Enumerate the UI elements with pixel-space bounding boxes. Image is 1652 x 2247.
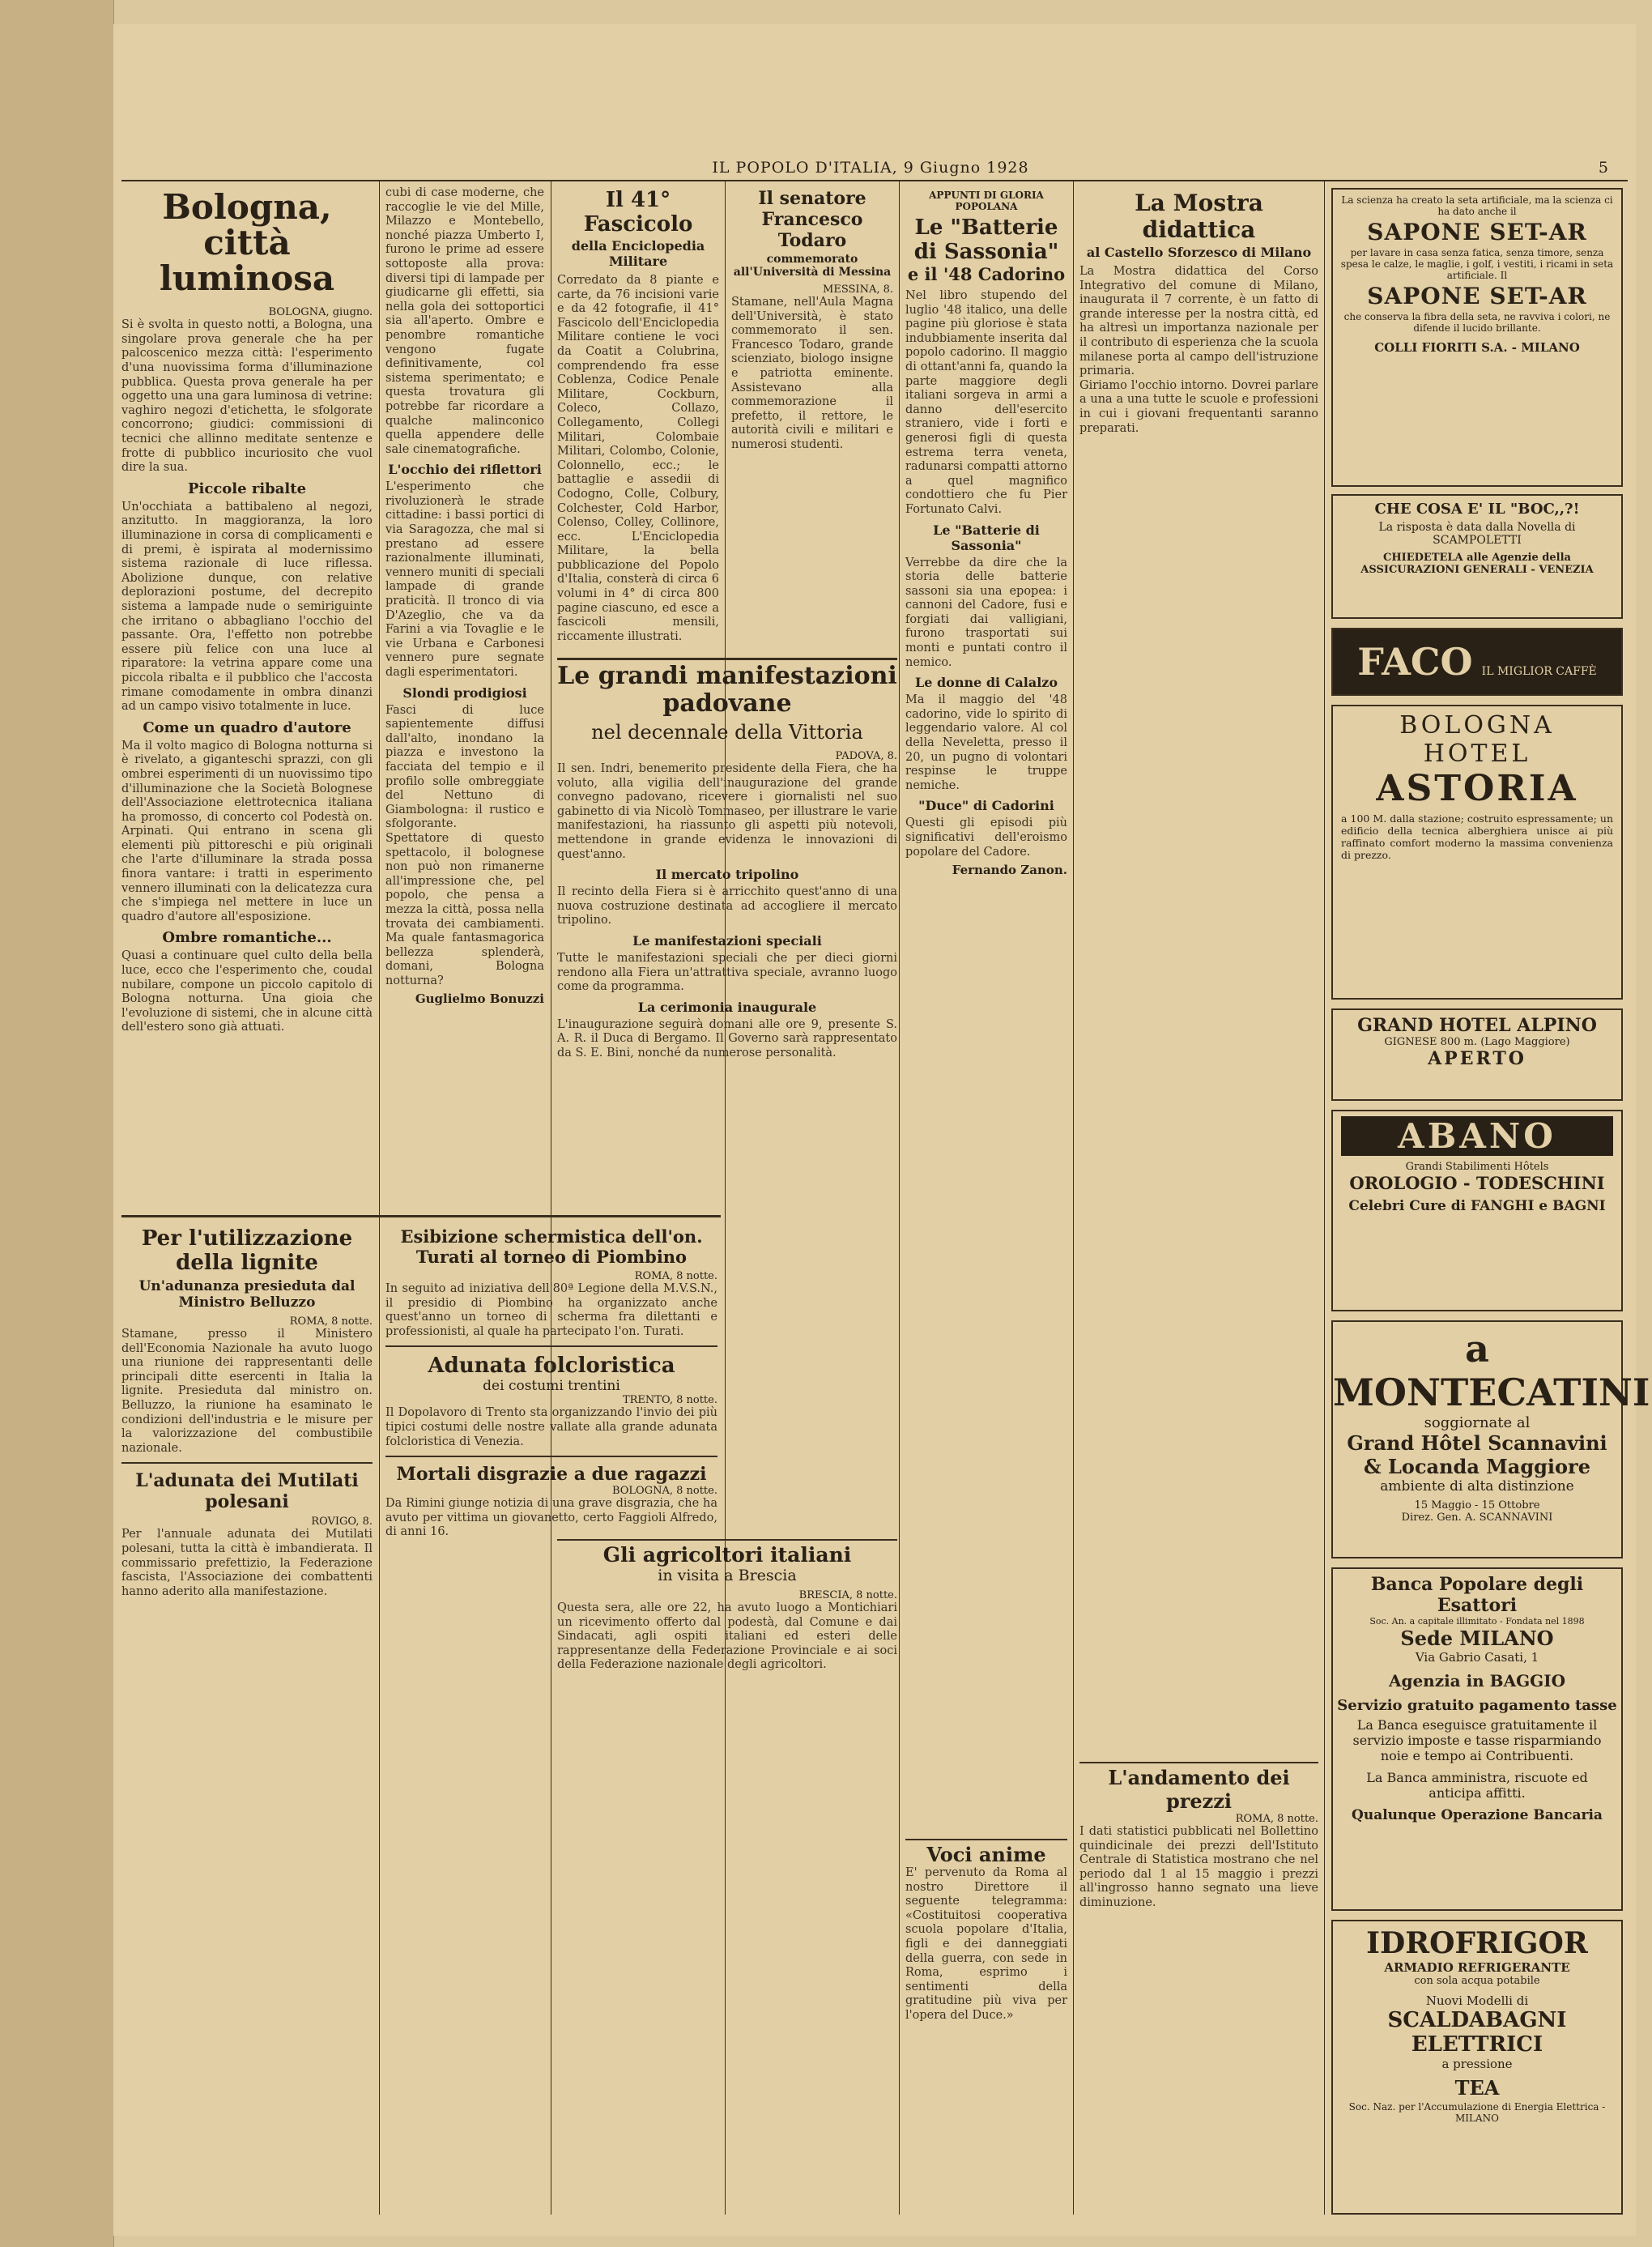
dateline: ROVIGO, 8. — [311, 1516, 373, 1529]
ad-brand: SCALDABAGNI ELETTRICI — [1387, 2008, 1567, 2057]
author-signature: Guglielmo Bonuzzi — [415, 991, 544, 1007]
ad-text: Grandi Stabilimenti Hôtels — [1405, 1161, 1549, 1173]
subheadline: al Castello Sforzesco di Milano — [1086, 245, 1312, 260]
ad-text: a pressione — [1441, 2057, 1513, 2071]
ad-sapone-setar — [1331, 188, 1623, 487]
ad-text: HOTEL — [1423, 740, 1531, 768]
section-rule — [557, 1539, 897, 1541]
dateline: BOLOGNA, giugno. — [268, 306, 373, 319]
section-rule — [121, 1215, 721, 1217]
subheadline: nel decennale della Vittoria — [591, 721, 863, 744]
article-text: cubi di case moderne, che raccoglie le vie del Mille, Milazzo e Montebello, nonché piazza Umberto I, furono le prime ad essere sottoposte alla prova: diversi tipi di lampade per giudicarne gli effetti, sia nella gola dei sottoportici sia all'aperto. Ombre e penombre romantiche vengono fugate definitivamente, col sistema sperimentato; e questa trovatura gli potrebbe far ricordare a qualche malinconico quella appendere delle sale cinematografiche. — [385, 186, 544, 456]
ad-text: La scienza ha creato la seta artificiale, ma la scienza ci ha dato anche il — [1341, 194, 1613, 217]
headline-agricoltori: Gli agricoltori italiani — [602, 1543, 852, 1567]
ad-brand: SAPONE SET-AR — [1367, 283, 1587, 309]
article-text: Un'occhiata a battibaleno al negozi, anzitutto. In maggioranza, la loro illuminazione in corsa di complicamenti e di premi, è ispirata al modernissimo sistema razionale di luce riflessa. Abolizione dunque, con relative deplorazioni postume, del decrepito sistema a lampade nude o semiriguinte che irritano o abbagliano l'occhio del passante. Ora, l'effetto non potrebbe essere più felice con una luce al riparatore: la vetrina appare come una piccola ribalta e il pubblico che l'accosta rimane comodamente in ombra dinanzi ad un campo visivo totalmente in luce. — [121, 500, 373, 714]
ad-text: per lavare in casa senza fatica, senza timore, senza spesa le calze, le maglie, i golf, i vestiti, i ricami in seta artificiale. Il — [1340, 247, 1614, 281]
ad-brand: ABANO — [1341, 1116, 1613, 1156]
ad-brand — [1333, 1327, 1650, 1414]
ad-text: APERTO — [1428, 1048, 1526, 1069]
ad-text: Nuovi Modelli di — [1425, 1993, 1529, 2008]
article-text: Per l'annuale adunata dei Mutilati polesani, tutta la città è imbandierata. Il commissario prefettizio, la Federazione fascista, l'Associazione dei combattenti hanno aderito alla manifestazione. — [121, 1528, 373, 1598]
article-text: L'esperimento che rivoluzionerà le strade cittadine: i bassi portici di via Saragozza, che mal si prestano ad essere razionalmente illuminati, vennero muniti di speciali lampade di grande praticità. Il tronco di via D'Azeglio, che va da Farini a via Tovaglie e le vie Urbana e Carbonesi vennero pure segnate dagli esperimentatori. — [385, 480, 544, 679]
ad-text: Sede MILANO — [1400, 1627, 1554, 1650]
dateline: BRESCIA, 8 notte. — [798, 1589, 897, 1601]
ad-astoria — [1331, 705, 1623, 1000]
ad-text: Via Gabrio Casati, 1 — [1415, 1650, 1539, 1665]
subheadline: e il '48 Cadorino — [907, 264, 1066, 284]
article-voci — [905, 1843, 1067, 2211]
article-text: Si è svolta in questo notti, a Bologna, una singolare prova generale che ha per palcoscenico mezza città: l'esperimento d'una nuovissima forma d'illuminazione pubblica. Questa prova generale ha per oggetto una una gara luminosa di vetrine: vaghiro negozi d'etichetta, le sfolgorate concorrono; giudici: commissioni di tecnici che allinno meditate sentenze e frotte di pubblico incuriosito che vuol dire la sua. — [121, 318, 373, 475]
subheadline: in visita a Brescia — [658, 1567, 797, 1584]
article-text: I dati statistici pubblicati nel Bollettino quindicinale dei prezzi dell'Istituto Centrale di Statistica mostrano che nel periodo dal 1 al 15 maggio i prezzi all'ingrosso hanno segnato una lieve diminuzione. — [1079, 1825, 1318, 1909]
article-text: Quasi a continuare quel culto della bella luce, ecco che l'esperimento che, coudal nubilare, compone un piccolo capitolo di Bologna notturna. Una gioia che l'evoluzione di sistemi, che in alcune città dell'estero sono già attuati. — [121, 949, 373, 1034]
ad-alpino — [1331, 1008, 1623, 1101]
article-text: Verrebbe da dire che la storia delle batterie sassoni sia una epopea: i cannoni del Cadore, fusi e forgiati dai valligiani, furono trasportati sui monti e puntati contro il nemico. — [905, 556, 1067, 669]
article-text: Ma il volto magico di Bologna notturna si è rivelato, a giganteschi sprazzi, con gli ombrei esperimenti di un nuovissimo tipo d'illuminazione che la Società Bolognese dell'Associazione elettrotecnica italiana ha promosso, di concerto col Podestà on. Arpinati. Qui entrano in scena gli elementi più pittoreschi e più originali che l'arte d'illuminare la strada possa finora vantare: i tratti in esperimento vennero illuminati con la delicatezza cura che s'impiega nel mettere in luce un quadro d'autore all'esposizione. — [121, 739, 373, 923]
dateline: MESSINA, 8. — [823, 284, 893, 296]
ad-idrofrigor — [1331, 1920, 1623, 2215]
ad-city: BOLOGNA — [1399, 711, 1555, 740]
subheadline: della Enciclopedia Militare — [571, 238, 705, 269]
masthead-rule — [121, 180, 1628, 181]
ad-hotel: & Locanda Maggiore — [1364, 1455, 1590, 1478]
subheading: Le manifestazioni speciali — [632, 932, 822, 949]
subheading: "Duce" di Cadorini — [918, 798, 1054, 814]
article-text: Questi gli episodi più significativi dell'eroismo popolare del Cadore. — [905, 817, 1067, 859]
subheading: L'occhio dei riflettori — [388, 462, 542, 478]
subheading: Le "Batterie di Sassonia" — [933, 522, 1040, 553]
ad-text: a 100 M. dalla stazione; costruito espressamente; un edificio della tecnica alberghiera unisce ai più raffinato comfort moderno la massima convenienza di prezzo. — [1341, 812, 1613, 861]
article-text: Stamane, nell'Aula Magna dell'Università, è stato commemorato il sen. Francesco Todaro, grande scienziato, biologo insigne e patriotta eminente. Assistevano alla commemorazione il prefetto, il rettore, le autorità civili e militari e numerosi studenti. — [731, 296, 893, 451]
ad-text: La Banca eseguisce gratuitamente il servizio imposte e tasse risparmiando noie e tempo ai Contribuenti. — [1352, 1717, 1602, 1763]
headline-batterie: Le "Batterie di Sassonia" — [913, 215, 1059, 264]
subheadline: Un'adunanza presieduta dal Ministro Belluzzo — [138, 1278, 356, 1311]
article-text: Il sen. Indri, benemerito presidente della Fiera, che ha voluto, alla vigilia dell'inaugurazione del grande convegno padovano, ricevere i giornalisti nel suo gabinetto di via Nicolò Tommaseo, per illustrare le varie manifestazioni, ha riassunto gli aspetti più notevoli, mettendone in grande evidenza le innovazioni di quest'anno. — [557, 762, 897, 861]
ad-brand: TEA — [1454, 2076, 1500, 2100]
ad-footer: COLLI FIORITI S.A. - MILANO — [1374, 340, 1580, 355]
ad-brand: OROLOGIO - TODESCHINI — [1349, 1173, 1605, 1193]
article-text: Il Dopolavoro di Trento sta organizzando l'invio dei più tipici costumi delle nostre vallate alla grande adunata folcloristica di Venezia. — [385, 1406, 717, 1448]
article-text: La Mostra didattica del Corso Integrativo del comune di Milano, inaugurata il 7 corrente, è un fatto di grande interesse per la nostra città, ed ha altresì un importanza nazionale per il contributo di esperienza che la scuola milanese porta al campo dell'istruzione primaria. — [1079, 265, 1318, 378]
ad-brand: GRAND HOTEL ALPINO — [1357, 1015, 1597, 1036]
ad-faco — [1331, 628, 1623, 710]
article-enciclopedia — [557, 183, 719, 653]
ad-text: Celebri Cure di FANGHI e BAGNI — [1348, 1198, 1606, 1214]
divider — [385, 1345, 717, 1347]
headline-mostra: La Mostra didattica — [1135, 190, 1263, 243]
column-rule — [379, 181, 380, 2215]
ad-banca-popolare — [1331, 1567, 1623, 1911]
page-number: 5 — [1598, 159, 1608, 177]
article-text: Il recinto della Fiera si è arricchito quest'anno di una nuova costruzione destinata ad accogliere il mercato tripolino. — [557, 885, 897, 927]
column-rule — [1324, 181, 1325, 2215]
article-text: Fasci di luce sapientemente diffusi dall'alto, inondano la piazza e investono la facciata del tempio e il profilo solle ombreggiate del Nettuno di Giambologna: il rustico e sfolgorante. — [385, 703, 544, 831]
dateline: ROMA, 8 notte. — [1235, 1813, 1318, 1825]
ad-text: Qualunque Operazione Bancaria — [1352, 1807, 1603, 1823]
article-bologna-cont — [385, 186, 544, 1211]
subheading: Slondi prodigiosi — [402, 684, 527, 701]
ad-hotel: Grand Hôtel Scannavini — [1347, 1431, 1607, 1455]
subheading: Le donne di Calalzo — [914, 675, 1058, 691]
headline-folcloristica: Adunata folcloristica — [428, 1354, 675, 1379]
ad-text: CHIEDETELA alle Agenzie della ASSICURAZIONI GENERALI - VENEZIA — [1360, 552, 1594, 576]
dateline: BOLOGNA, 8 notte. — [611, 1485, 717, 1498]
ad-text: Soc. Naz. per l'Accumulazione di Energia Elettrica - MILANO — [1348, 2101, 1606, 2124]
author-signature: Fernando Zanon. — [952, 863, 1067, 878]
ad-text: Direz. Gen. A. SCANNAVINI — [1401, 1512, 1553, 1524]
ad-brand: FACO — [1357, 640, 1473, 684]
ad-text: 15 Maggio - 15 Ottobre — [1414, 1499, 1540, 1512]
ad-brand: SAPONE SET-AR — [1367, 219, 1587, 245]
kicker: APPUNTI DI GLORIA POPOLANA — [929, 190, 1044, 212]
section-rule — [1079, 1762, 1318, 1763]
headline-padova: Le grandi manifestazioni padovane — [557, 662, 897, 718]
ad-text: GIGNESE 800 m. (Lago Maggiore) — [1384, 1036, 1570, 1048]
headline-prezzi: L'andamento dei prezzi — [1108, 1766, 1290, 1813]
article-text: L'inaugurazione seguirà domani alle ore 9, presente S. A. R. il Duca di Bergamo. Il Governo sarà rappresentato da S. E. Bini, nonché da numerose personalità. — [557, 1017, 897, 1060]
article-cadore — [905, 183, 1067, 1836]
headline-lignite: Per l'utilizzazione della lignite — [141, 1226, 353, 1275]
article-agricoltori — [557, 1543, 897, 2211]
subheadline: dei costumi trentini — [483, 1378, 620, 1395]
dateline: TRENTO, 8 notte. — [622, 1394, 717, 1407]
subheading: Il mercato tripolino — [655, 867, 799, 883]
ad-abano — [1331, 1110, 1623, 1311]
ad-brand: ASTORIA — [1376, 768, 1578, 809]
ad-text: soggiornate al — [1424, 1414, 1531, 1431]
headline-mutilati: L'adunata dei Mutilati polesani — [135, 1470, 359, 1513]
subheading: Ombre romantiche... — [162, 929, 332, 947]
dateline: ROMA, 8 notte. — [634, 1270, 717, 1282]
article-bologna — [121, 183, 373, 1050]
ad-brand: IDROFRIGOR — [1366, 1926, 1588, 1960]
dateline: PADOVA, 8. — [835, 750, 897, 762]
column-rule — [1073, 181, 1074, 2215]
article-text: E' pervenuto da Roma al nostro Direttore il seguente telegramma: «Costituitosi cooperativa scuola popolare d'Italia, figli e dei danneggiati della guerra, con sede in Roma, esprimo i sentimenti della gratitudine più viva per l'opera del Duce.» — [905, 1866, 1067, 2022]
page-stack-edge — [0, 0, 114, 2247]
article-text: Spettatore di questo spettacolo, il bolognese non può non rimanerne all'impressione che, pel popolo, che pensa a mezza la città, possa nella trovata dei cambiamenti. Ma quale fantasmagorica bellezza splenderà, domani, Bologna notturna? — [385, 831, 544, 987]
article-todaro — [731, 183, 893, 653]
headline-voci: Voci anime — [926, 1843, 1046, 1866]
divider — [121, 1462, 373, 1464]
divider — [385, 1456, 717, 1457]
ad-text: La Banca amministra, riscuote ed anticipa affitti. — [1366, 1770, 1588, 1801]
subheading: Come un quadro d'autore — [143, 718, 351, 736]
article-lignite — [121, 1223, 373, 2211]
ad-text: che conserva la fibra della seta, ne ravviva i colori, ne difende il lucido brillante. — [1343, 311, 1611, 334]
ad-text: Servizio gratuito pagamento tasse — [1337, 1697, 1617, 1714]
article-padova — [557, 663, 897, 1215]
ad-text: La risposta è data dalla Novella di SCAMPOLETTI — [1378, 521, 1576, 547]
ad-text: Agenzia in BAGGIO — [1388, 1671, 1566, 1691]
article-text: Questa sera, alle ore 22, ha avuto luogo a Montichiari un ricevimento offerto dal podestà, dal Comune e dai Sindacati, agli ospiti italiani ed esteri delle rappresentanze della Federazione Provinciale e ai soci della Federazione nazionale degli agricoltori. — [557, 1601, 897, 1672]
headline-bologna: Bologna, città luminosa — [159, 187, 335, 299]
ad-boc — [1331, 494, 1623, 619]
article-text: Giriamo l'occhio intorno. Dovrei parlare a una a una tutte le scuole e professioni in cui i giovani frequentanti saranno preparati. — [1079, 378, 1318, 435]
ad-montecatini — [1331, 1320, 1650, 1558]
ad-text: Soc. An. a capitale illimitato - Fondata nel 1898 — [1369, 1616, 1585, 1627]
ad-brand: Banca Popolare degli Esattori — [1370, 1574, 1584, 1616]
subheading: La cerimonia inaugurale — [637, 999, 817, 1015]
section-rule — [557, 658, 897, 660]
headline-fascicolo: Il 41° Fascicolo — [583, 188, 693, 237]
ad-text: ambiente di alta distinzione — [1380, 1478, 1574, 1494]
article-text: Stamane, presso il Ministero dell'Economia Nazionale ha avuto luogo una riunione dei rappresentanti delle principali ditte esercenti in Italia la lignite. Presieduta dal ministro on. Belluzzo, la riunione ha esaminato le condizioni dell'industria e le misure per la valorizzazione del combustibile nazionale. — [121, 1328, 373, 1455]
article-text: Corredato da 8 piante e carte, da 76 incisioni varie e da 42 fotografie, il 41° Fascicolo dell'Enciclopedia Militare contiene le voci da Coatit a Colubrina, comprendendo fra esse Coblenza, Codice Penale Militare, Cockburn, Coleco, Collazo, Collegamento, Collegi Militari, Colombaie Militari, Colombo, Colonie, Colonnello, ecc.; le battaglie e assedii di Codogno, Colle, Colbury, Colchester, Cold Harbor, Colenso, Colley, Collinore, ecc. L'Enciclopedia Militare, la bella pubblicazione del Popolo d'Italia, consterà di circa 6 volumi in 4° di circa 800 pagine ciascuno, ed esce a fascicoli mensili, riccamente illustrati. — [557, 274, 719, 643]
masthead — [113, 159, 1628, 177]
dateline: ROMA, 8 notte. — [289, 1315, 373, 1328]
headline-todaro: Il senatore Francesco Todaro — [758, 188, 866, 251]
article-text: Nel libro stupendo del luglio '48 italico, una delle pagine più gloriose è stata indubbiamente inserita dal popolo cadorino. Il maggio di ottant'anni fa, quando la parte maggiore degli italiani sorgeva in armi a danno dell'esercito straniero, vide i forti e generosi figli di questa estrema terra veneta, radunarsi compatti attorno a quel magnifico condottiero che fu Pier Fortunato Calvi. — [905, 289, 1067, 516]
article-text: Ma il maggio del '48 cadorino, vide lo spirito di leggendario valore. Al col della Neveletta, presso il 20, un pugno di volontari respinse le truppe nemiche. — [905, 693, 1067, 792]
section-rule — [905, 1839, 1067, 1840]
ad-text: con sola acqua potabile — [1414, 1975, 1540, 1987]
headline-disgrazie: Mortali disgrazie a due ragazzi — [396, 1464, 707, 1486]
subheadline: commemorato all'Università di Messina — [733, 253, 892, 279]
ad-text: ARMADIO REFRIGERANTE — [1384, 1960, 1570, 1975]
article-text: In seguito ad iniziativa dell'80ª Legione della M.V.S.N., il presidio di Piombino ha organizzato anche quest'anno un torneo di scherma fra dilettanti e professionisti, al quale ha partecipato l'on. Turati. — [385, 1282, 717, 1338]
headline-turati: Esibizione schermistica dell'on. Turati al torneo di Piombino — [400, 1226, 703, 1267]
masthead-title: IL POPOLO D'ITALIA, 9 Giugno 1928 — [712, 159, 1029, 177]
ad-text: MONTECATINI — [1333, 1371, 1650, 1414]
ad-text: a — [1465, 1327, 1489, 1371]
ad-text: IL MIGLIOR CAFFÈ ALL'ANICE — [1444, 664, 1597, 710]
subheading: Piccole ribalte — [187, 480, 307, 497]
article-text: Tutte le manifestazioni speciali che per dieci giorni rendono alla Fiera un'attrattiva speciale, avranno luogo come da programma. — [557, 951, 897, 994]
ad-title: CHE COSA E' IL "BOC,,?! — [1374, 501, 1580, 518]
article-text: Da Rimini giunge notizia di una grave disgrazia, che ha avuto per vittima un giovanetto, certo Faggioli Alfredo, di anni 16. — [385, 1497, 717, 1539]
article-prezzi — [1079, 1766, 1318, 2211]
column-rule — [899, 181, 900, 2215]
